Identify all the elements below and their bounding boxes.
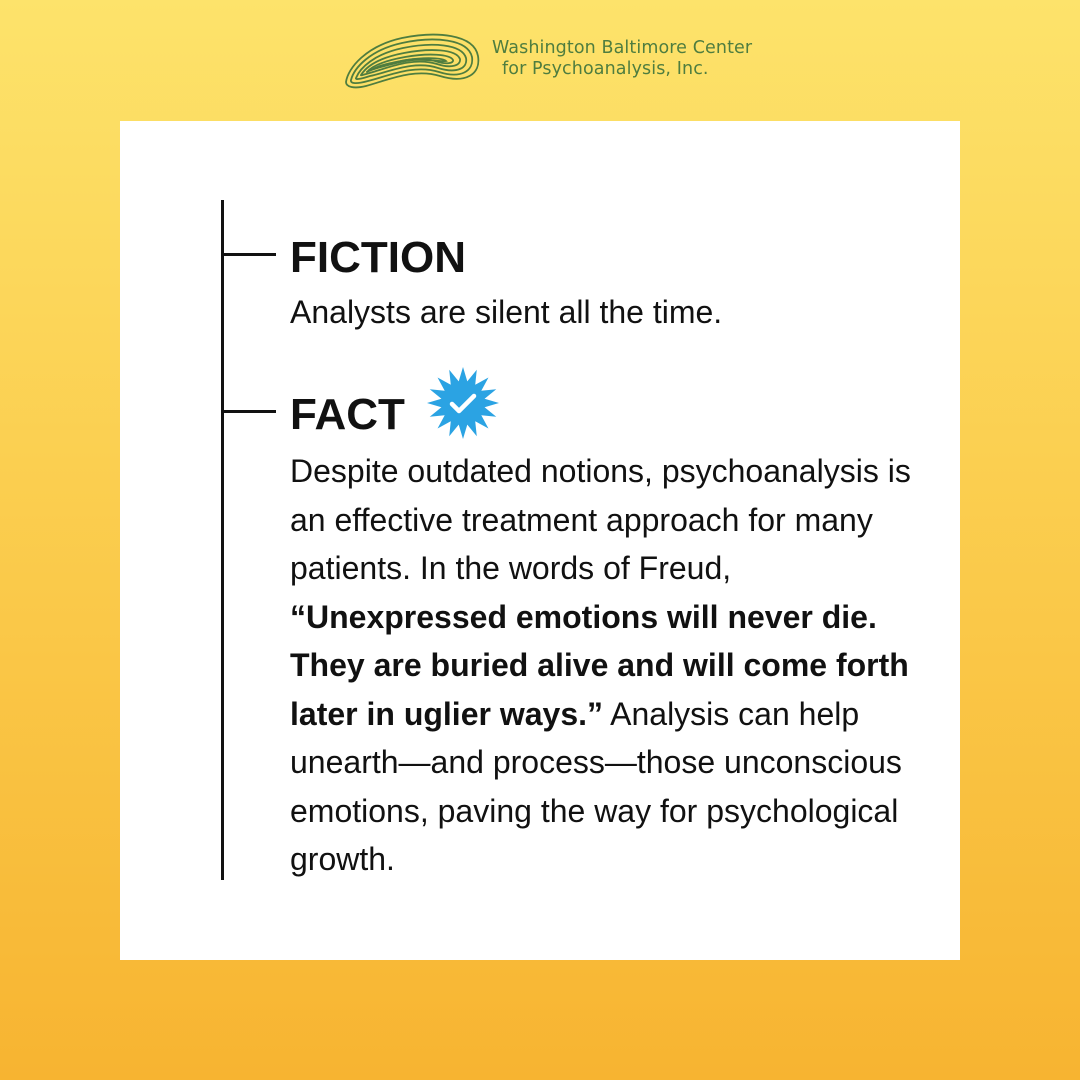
fiction-tick-line — [221, 253, 276, 256]
content-card — [120, 121, 960, 960]
fiction-text: Analysts are silent all the time. — [290, 294, 723, 330]
fiction-heading: FICTION — [290, 233, 466, 282]
verified-check-badge-icon — [426, 366, 500, 440]
fact-heading: FACT — [290, 390, 405, 439]
org-name-line-2: for Psychoanalysis, Inc. — [502, 59, 709, 79]
fact-text-intro: Despite outdated notions, psychoanalysis is an effective treatment approach for many patients. In the words of Freud, — [290, 453, 911, 586]
timeline-vertical-line — [221, 200, 224, 880]
fact-tick-line — [221, 410, 276, 413]
freud-quote: “Unexpressed emotions will never die. They are buried alive and will come forth later in uglier ways.” — [290, 598, 909, 732]
org-logo — [340, 24, 760, 96]
fact-text-outro: Analysis can help unearth—and process—those unconscious emotions, paving the way for psychological growth. — [290, 695, 902, 877]
org-name-line-1: Washington Baltimore Center — [492, 38, 753, 58]
wave-rings-logo-icon — [340, 24, 490, 94]
fact-text — [290, 447, 950, 884]
